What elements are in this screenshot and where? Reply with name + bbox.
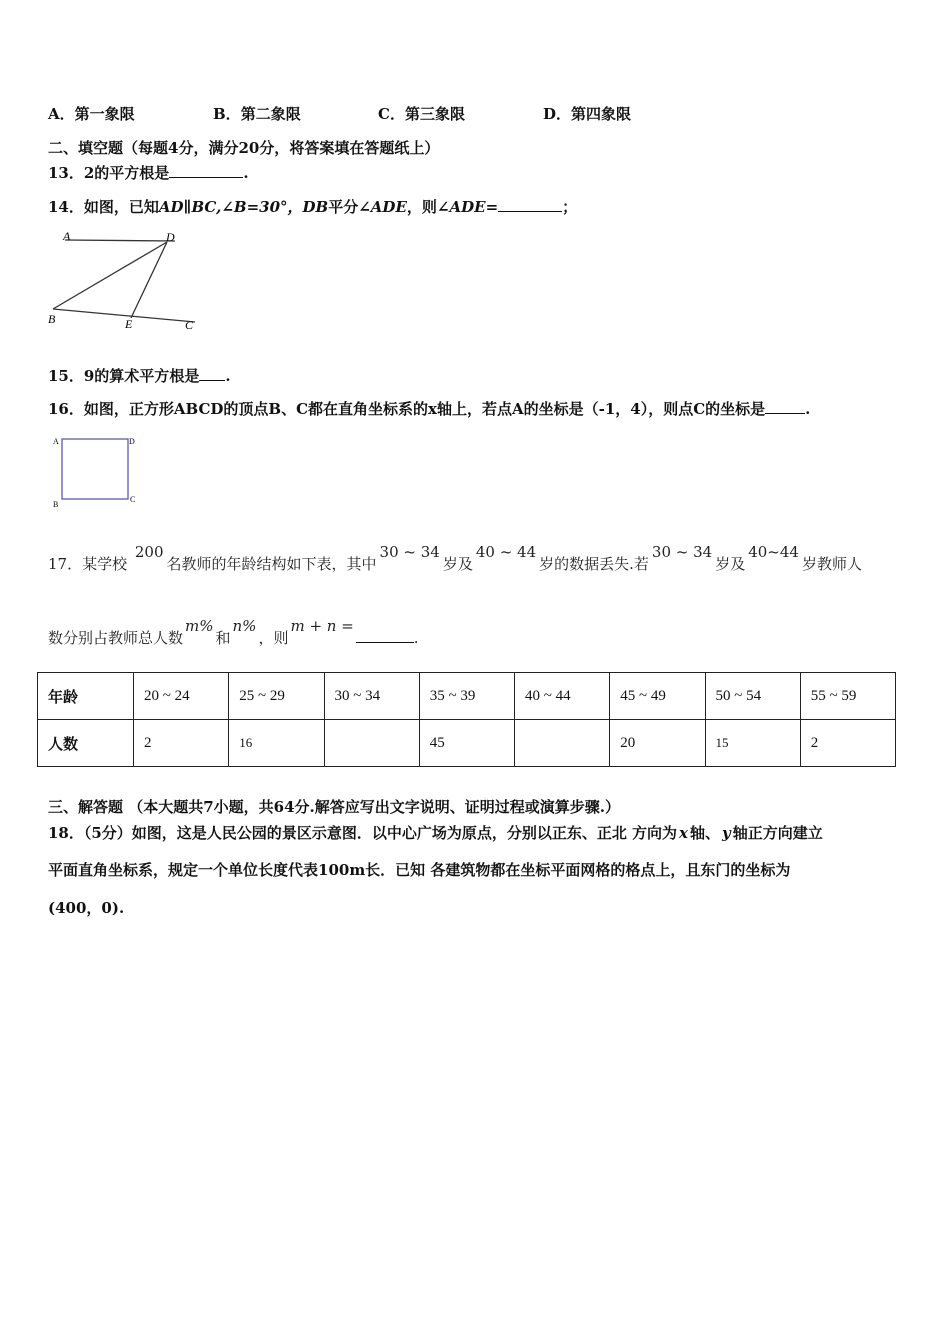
table-cell: 20 ~ 24 [134,673,229,720]
section2-heading: 二、填空题（每题4分，满分20分，将答案填在答题纸上） [48,139,440,157]
table-cell: 25 ~ 29 [229,673,324,720]
option-d: D．第四象限 [543,105,632,123]
table-cell: 2 [800,720,895,767]
label-d: D [166,230,175,244]
section3-heading: 三、解答题 （本大题共7小题，共64分.解答应写出文字说明、证明过程或演算步骤.） [48,798,620,816]
option-b: B．第二象限 [213,105,301,123]
question-18-line3: (400，0). [48,899,125,917]
option-a: A．第一象限 [48,105,135,123]
table-header-count: 人数 [38,720,134,767]
square-abcd [62,439,128,499]
table-cell: 20 [610,720,705,767]
q16-square-figure [48,432,148,512]
label-d: D [129,437,135,446]
question-14: 14．如图，已知AD∥BC,∠B=30°，DB平分∠ADE，则∠ADE= ； [48,198,578,216]
table-cell: 45 [419,720,514,767]
table-cell: 35 ~ 39 [419,673,514,720]
table-cell: 15 [705,720,800,767]
line-bd [53,242,167,309]
table-cell: 16 [229,720,324,767]
option-c: C．第三象限 [378,105,465,123]
question-17-line1: 17．某学校 200名教师的年龄结构如下表，其中30 ~ 34岁及40 ~ 44岁的数据丢失.若30 ~ 34岁及40~44岁教师人 [48,543,862,573]
label-b: B [53,500,59,509]
question-17-line2: 数分别占教师总人数m%和n%，则m + n =. [48,617,419,647]
table-cell: 50 ~ 54 [705,673,800,720]
table-cell: 2 [134,720,229,767]
table-cell: 30 ~ 34 [324,673,419,720]
question-18-line1: 18．（5分）如图，这是人民公园的景区示意图．以中心广场为原点，分别以正东、正北 方向为 x 轴、 y 轴正方向建立 [48,824,823,842]
line-de [131,242,167,318]
label-a: A [53,437,59,446]
table-row [38,673,896,720]
label-a: A [63,229,71,243]
table-cell [324,720,419,767]
table-cell: 45 ~ 49 [610,673,705,720]
age-table [37,672,896,767]
label-b: B [48,312,56,326]
line-ad [65,240,175,241]
table-row [38,720,896,767]
question-16: 16．如图，正方形ABCD的顶点B、C都在直角坐标系的x轴上，若点A的坐标是（-1，4），则点C的坐标是 . [48,400,811,418]
q14-geometry-figure [45,226,205,336]
table-cell: 40 ~ 44 [515,673,610,720]
line-bc [53,309,195,322]
question-18-line2: 平面直角坐标系，规定一个单位长度代表100m长．已知 各建筑物都在坐标平面网格的格点上，且东门的坐标为 [48,861,791,879]
question-15: 15．9的算术平方根是 . [48,367,231,385]
table-cell: 55 ~ 59 [800,673,895,720]
table-header-age: 年龄 [38,673,134,720]
table-cell [515,720,610,767]
label-c: C [130,495,136,504]
label-c: C [185,318,194,332]
label-e: E [125,317,133,331]
question-13: 13．2的平方根是 . [48,164,249,182]
